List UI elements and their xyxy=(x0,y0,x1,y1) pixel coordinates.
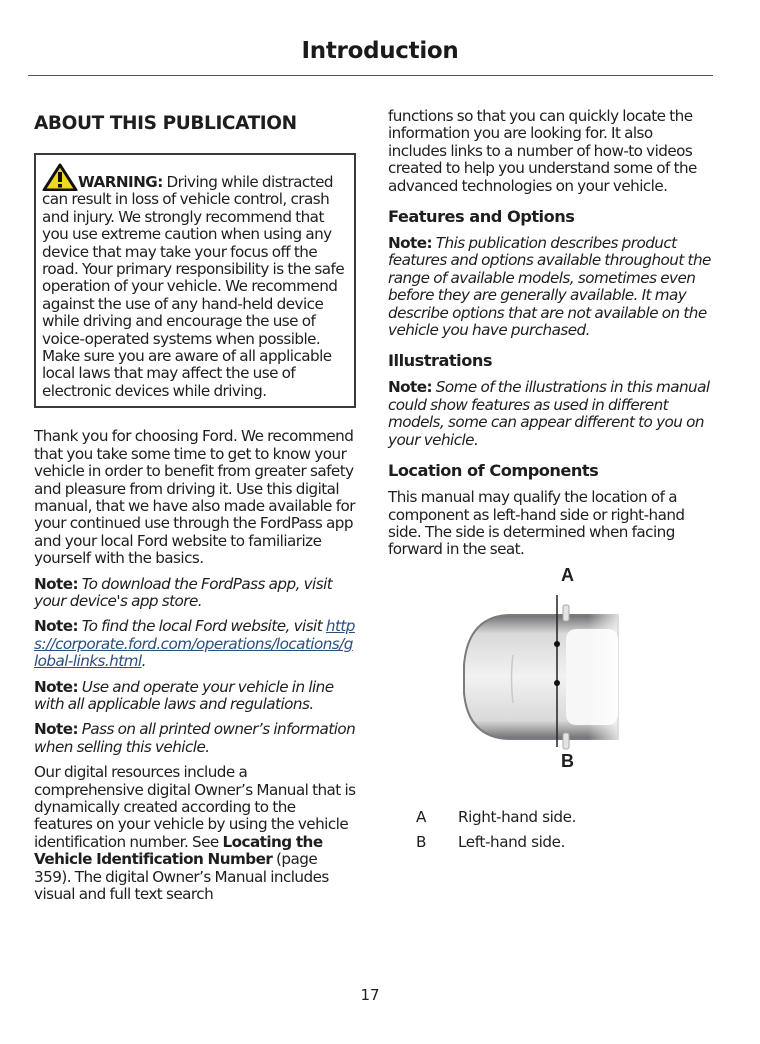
features-note xyxy=(388,235,714,339)
vehicle-top-view-illustration xyxy=(388,575,714,795)
note-text: Some of the illustrations in this manual could show features as used in different models, some can appear different to you on your vehicle. xyxy=(388,378,710,449)
legend-row xyxy=(388,830,714,855)
vin-section-link[interactable]: Locating the Vehicle Identification Number xyxy=(34,832,323,869)
intro-paragraph: Thank you for choosing Ford. We recommend that you take some time to get to know your vehicle in order to benefit from greater safety and pleasure from driving it. Use this digital manual, that we have also made available for your continued use through the FordPass app and your local Ford website to familiarize yourself with the basics. xyxy=(34,427,355,568)
note-label: Note: xyxy=(34,720,79,739)
continuation-paragraph: functions so that you can quickly locate the information you are looking for. It also includes links to a number of how-to videos created to help you understand some of the advanced technologies on your vehicle. xyxy=(388,107,697,195)
note-label: Note: xyxy=(34,677,79,696)
location-paragraph: This manual may qualify the location of a component as left-hand side or right-hand side. The side is determined when facing forward in the seat. xyxy=(388,488,685,559)
section-heading-illustrations: Illustrations xyxy=(388,351,492,371)
digital-resources-text: Our digital resources include a comprehensive digital Owner’s Manual that is dynamically created according to the features on your vehicle by using the vehicle identification number. See xyxy=(34,763,356,851)
note-label: Note: xyxy=(388,234,433,253)
section-heading-location: Location of Components xyxy=(388,461,599,481)
note-fordpass-app xyxy=(34,576,356,611)
note-text-end: . xyxy=(141,652,146,671)
note-laws xyxy=(34,679,356,714)
diagram-label-b: B xyxy=(561,750,574,771)
legend-value: Left-hand side. xyxy=(458,832,566,851)
title-divider xyxy=(28,75,713,76)
warning-box xyxy=(34,153,356,408)
legend-value: Right-hand side. xyxy=(458,807,577,826)
diagram-legend xyxy=(388,805,714,855)
note-label: Note: xyxy=(388,378,433,397)
right-column xyxy=(388,108,714,855)
left-column xyxy=(34,108,356,903)
warning-triangle-icon xyxy=(42,163,78,191)
ford-website-link[interactable]: https://corporate.ford.com/operations/locations/global-links.html xyxy=(34,617,355,671)
warning-text: Driving while distracted can result in loss of vehicle control, crash and injury. We strongly recommend that you use extreme caution when using any device that may take your focus off the road. Your primary responsibility is the safe operation of your vehicle. We recommend against the use of any hand-held device while driving and encourage the use of voice-operated systems when possible. Make sure you are aware of all applicable local laws that may affect the use of electronic devices while driving. xyxy=(42,173,345,400)
note-pass-on xyxy=(34,721,356,756)
vehicle-side-diagram xyxy=(388,564,714,795)
note-label: Note: xyxy=(34,574,79,593)
warning-text-block xyxy=(42,163,348,400)
note-text: To find the local Ford website, visit xyxy=(78,617,326,636)
digital-resources-text-end: (page 359). The digital Owner’s Manual includes visual and full text search xyxy=(34,850,329,904)
illustrations-note xyxy=(388,379,714,449)
note-ford-website xyxy=(34,618,356,670)
warning-label: WARNING: xyxy=(78,173,163,191)
page-title: Introduction xyxy=(301,38,459,64)
note-label: Note: xyxy=(34,617,79,636)
legend-key: A xyxy=(416,807,426,826)
diagram-label-a: A xyxy=(561,564,574,585)
note-text: To download the FordPass app, visit your device's app store. xyxy=(34,574,333,610)
note-text: Use and operate your vehicle in line with all applicable laws and regulations. xyxy=(34,677,334,713)
legend-key: B xyxy=(416,832,427,851)
note-text: Pass on all printed owner’s information when selling this vehicle. xyxy=(34,720,356,756)
legend-row xyxy=(388,805,714,830)
section-heading-features: Features and Options xyxy=(388,207,575,227)
digital-resources-paragraph xyxy=(34,764,356,903)
section-heading-about: ABOUT THIS PUBLICATION xyxy=(34,113,297,134)
note-text: This publication describes product features and options available throughout the range of available models, sometimes even before they are generally available. It may describe options that are not available on the vehicle you have purchased. xyxy=(388,234,711,340)
page-number: 17 xyxy=(360,986,380,1004)
